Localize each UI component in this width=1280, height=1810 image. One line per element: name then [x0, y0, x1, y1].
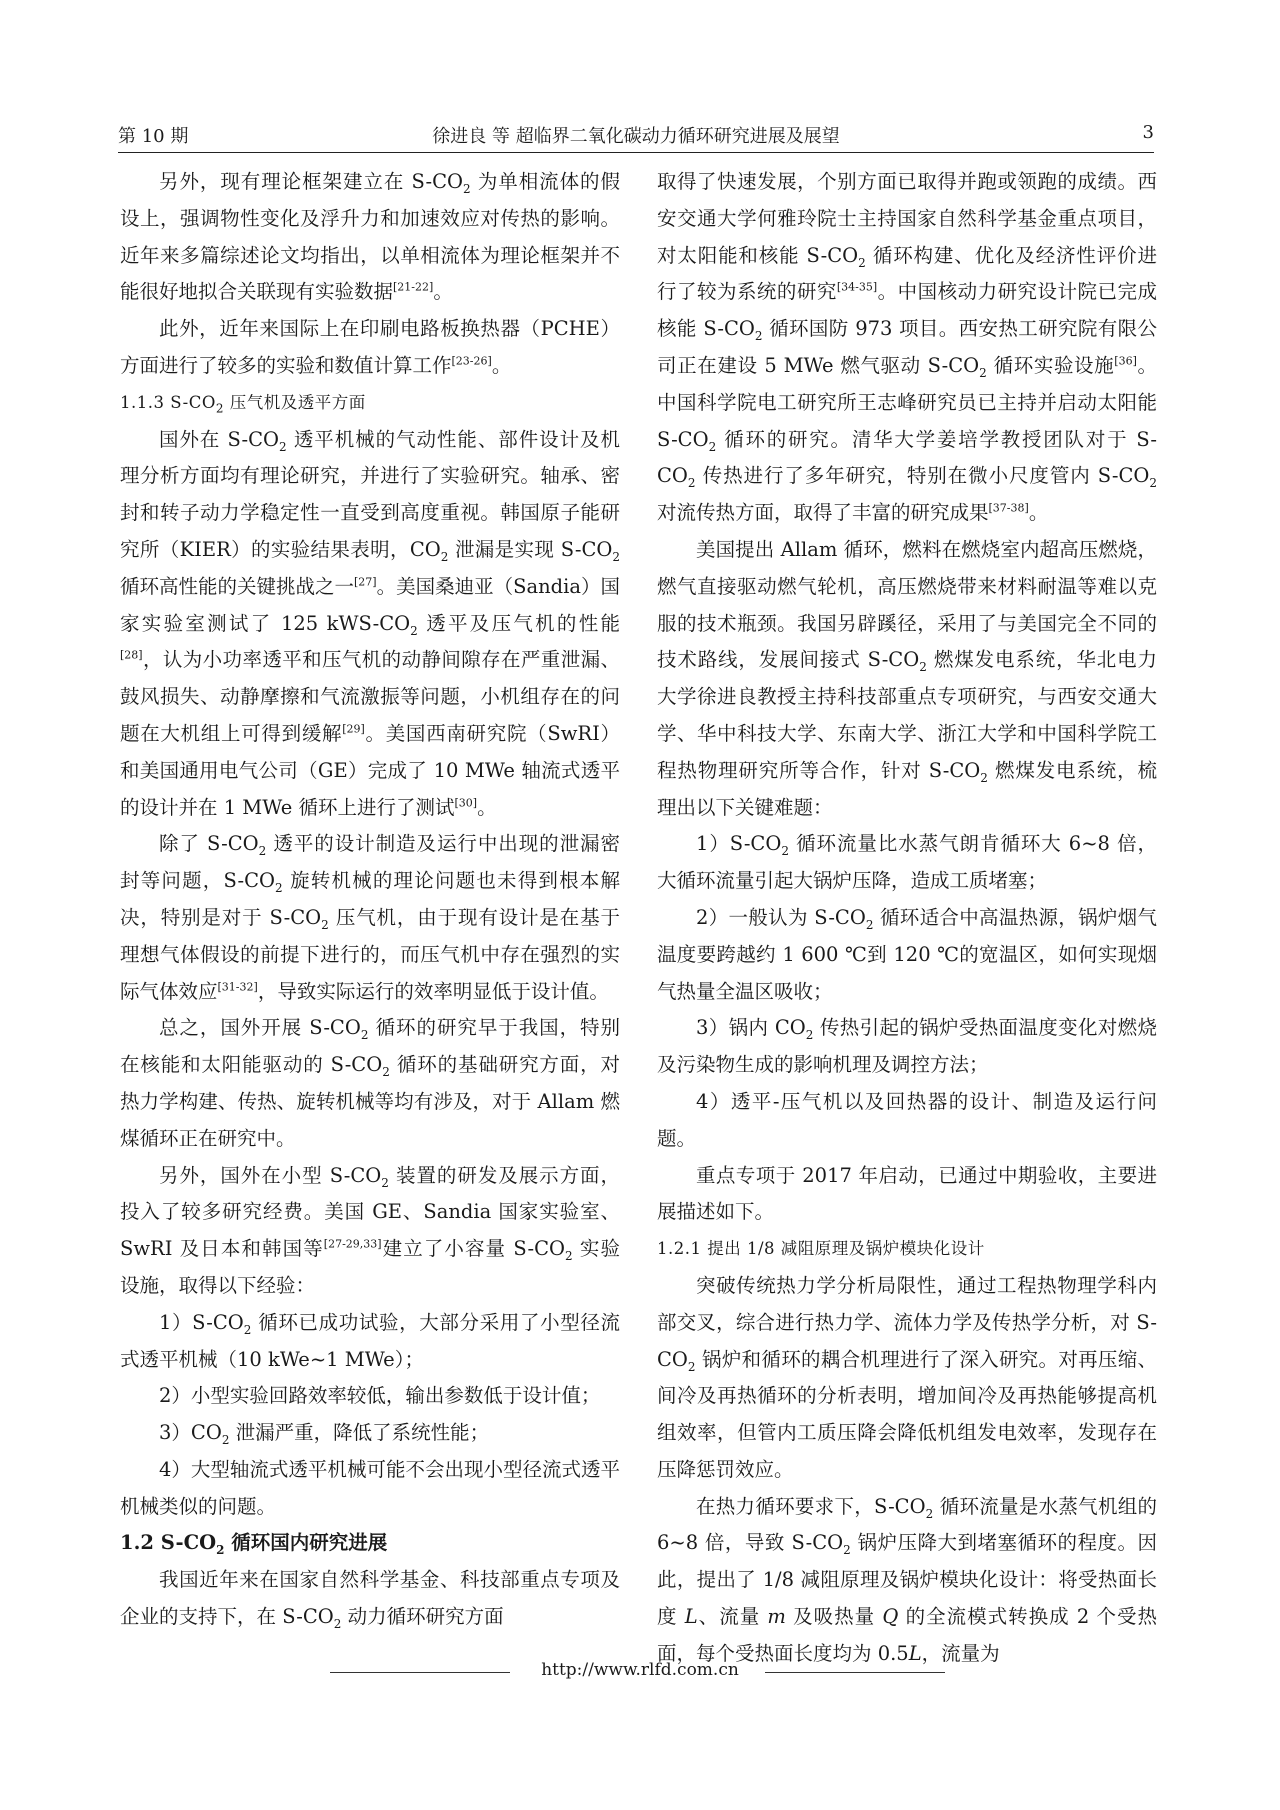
paragraph: 总之，国外开展 $S-CO_2$ 循环的研究早于我国，特别在核能和太阳能驱动的 $S-CO_2$ 循环的基础研究方面，对热力学构建、传热、旋转机械等均有涉及，对于 Allam 燃煤循环正在研究中。 — [120, 1016, 620, 1150]
section-heading: 1.2.1 提出 1/8 减阻原理及锅炉模块化设计 — [657, 1239, 985, 1259]
footer-url: http://www.rlfd.com.cn — [541, 1660, 739, 1680]
paragraph: 国外在 $S-CO_2$ 透平机械的气动性能、部件设计及机理分析方面均有理论研究，并进行了实验研究。轴承、密封和转子动力学稳定性一直受到高度重视。韩国原子能研究所（KIER）的实验结果表明，$CO_2$ 泄漏是实现 $S-CO_2$ 循环高性能的关键挑战之一[27]。美国桑迪亚（Sandia）国家实验室测试了 125 kWS-$CO_2$ 透平及压气机的性能[28]，认为小功率透平和压气机的动静间隙存在严重泄漏、鼓风损失、动静摩擦和气流激振等问题，小机组存在的问题在大机组上可得到缓解[29]。美国西南研究院（SwRI）和美国通用电气公司（GE）完成了 10 MWe 轴流式透平的设计并在 1 MWe 循环上进行了测试[30]。 — [120, 427, 621, 819]
right-column — [657, 164, 1157, 1673]
running-header — [118, 118, 1154, 153]
left-column — [120, 164, 620, 1636]
paragraph: 重点专项于 2017 年启动，已通过中期验收，主要进展描述如下。 — [657, 1163, 1157, 1224]
paragraph: 取得了快速发展，个别方面已取得并跑或领跑的成绩。西安交通大学何雅玲院士主持国家自然科学基金重点项目，对太阳能和核能 $S-CO_2$ 循环构建、优化及经济性评价进行了较为系统的研究[34-35]。中国核动力研究设计院已完成核能 $S-CO_2$ 循环国防 973 项目。西安热工研究院有限公司正在建设 5 MWe 燃气驱动 $S-CO_2$ 循环实验设施[36]。中国科学院电工研究所王志峰研究员已主持并启动太阳能 $S-CO_2$ 循环的研究。清华大学姜培学教授团队对于 $S-CO_2$ 传热进行了多年研究，特别在微小尺度管内 $S-CO_2$ 对流传热方面，取得了丰富的研究成果[37-38]。 — [657, 170, 1158, 525]
paragraph: 在热力循环要求下，$S-CO_2$ 循环流量是水蒸气机组的 6~8 倍，导致 $S-CO_2$ 锅炉压降大到堵塞循环的程度。因此，提出了 1/8 减阻原理及锅炉模块化设计：将受热面长度 L、流量 m 及吸热量 Q 的全流模式转换成 2 个受热面，每个受热面长度均为 0.5L，流量为 — [657, 1494, 1158, 1665]
paragraph: 另外，现有理论框架建立在 $S-CO_2$ 为单相流体的假设上，强调物性变化及浮升力和加速效应对传热的影响。近年来多篇综述论文均指出，以单相流体为理论框架并不能很好地拟合关联现有实验数据[21-22]。 — [120, 170, 620, 304]
paragraph: $1)S-CO_2$ 循环流量比水蒸气朗肯循环大 6~8 倍，大循环流量引起大锅炉压降，造成工质堵塞； — [657, 832, 1158, 893]
paragraph: 4）大型轴流式透平机械可能不会出现小型径流式透平机械类似的问题。 — [120, 1457, 620, 1518]
page-number: 3 — [1142, 122, 1154, 143]
paragraph: 4）透平-压气机以及回热器的设计、制造及运行问题。 — [657, 1089, 1157, 1150]
section-heading: 1.1.3 $S-CO_2$ 压气机及透平方面 — [120, 392, 366, 416]
issue-number: 第 10 期 — [118, 126, 189, 147]
paragraph: 突破传统热力学分析局限性，通过工程热物理学科内部交叉，综合进行热力学、流体力学及传热学分析，对 $S-CO_2$ 锅炉和循环的耦合机理进行了深入研究。对再压缩、间冷及再热循环的分析表明，增加间冷及再热能够提高机组效率，但管内工质压降会降低机组发电效率，发现存在压降惩罚效应。 — [657, 1273, 1157, 1481]
footer-rule-right — [765, 1672, 945, 1673]
paragraph: 美国提出 Allam 循环，燃料在燃烧室内超高压燃烧，燃气直接驱动燃气轮机，高压燃烧带来材料耐温等难以克服的技术瓶颈。我国另辟蹊径，采用了与美国完全不同的技术路线，发展间接式 $S-CO_2$ 燃煤发电系统，华北电力大学徐进良教授主持科技部重点专项研究，与西安交通大学、华中科技大学、东南大学、浙江大学和中国科学院工程热物理研究所等合作，针对 $S-CO_2$ 燃煤发电系统，梳理出以下关键难题： — [657, 537, 1157, 819]
paragraph: 2）小型实验回路效率较低，输出参数低于设计值； — [159, 1384, 601, 1408]
paragraph: 除了 $S-CO_2$ 透平的设计制造及运行中出现的泄漏密封等问题，$S-CO_2$ 旋转机械的理论问题也未得到根本解决，特别是对于 $S-CO_2$ 压气机，由于现有设计是在基于理想气体假设的前提下进行的，而压气机中存在强烈的实际气体效应[31-32]，导致实际运行的效率明显低于设计值。 — [120, 832, 620, 1003]
paragraph: 另外，国外在小型 $S-CO_2$ 装置的研发及展示方面，投入了较多研究经费。美国 GE、Sandia 国家实验室、SwRI 及日本和韩国等[27-29,33]建立了小容量 $S-CO_2$ 实验设施，取得以下经验： — [120, 1163, 620, 1297]
section-heading: 1.2 $S-CO_2$ 循环国内研究进展 — [120, 1531, 388, 1558]
page-footer — [0, 1660, 1280, 1690]
running-title: 徐进良 等 超临界二氧化碳动力循环研究进展及展望 — [432, 126, 840, 147]
paragraph: 我国近年来在国家自然科学基金、科技部重点专项及企业的支持下，在 $S-CO_2$ 动力循环研究方面 — [120, 1568, 620, 1631]
paragraph: 2）一般认为 $S-CO_2$ 循环适合中高温热源，锅炉烟气温度要跨越约 1 600 ℃到 120 ℃的宽温区，如何实现烟气热量全温区吸收； — [657, 905, 1157, 1003]
paragraph: 此外，近年来国际上在印刷电路板换热器（PCHE）方面进行了较多的实验和数值计算工作[23-26]。 — [120, 317, 620, 377]
paragraph: $1)S-CO_2$ 循环已成功试验，大部分采用了小型径流式透平机械（10 kWe~1 MWe）； — [120, 1310, 620, 1371]
paragraph: 3）锅内 $CO_2$ 传热引起的锅炉受热面温度变化对燃烧及污染物生成的影响机理及调控方法； — [657, 1016, 1157, 1077]
paragraph: $3)CO_2$ 泄漏严重，降低了系统性能； — [159, 1421, 490, 1447]
